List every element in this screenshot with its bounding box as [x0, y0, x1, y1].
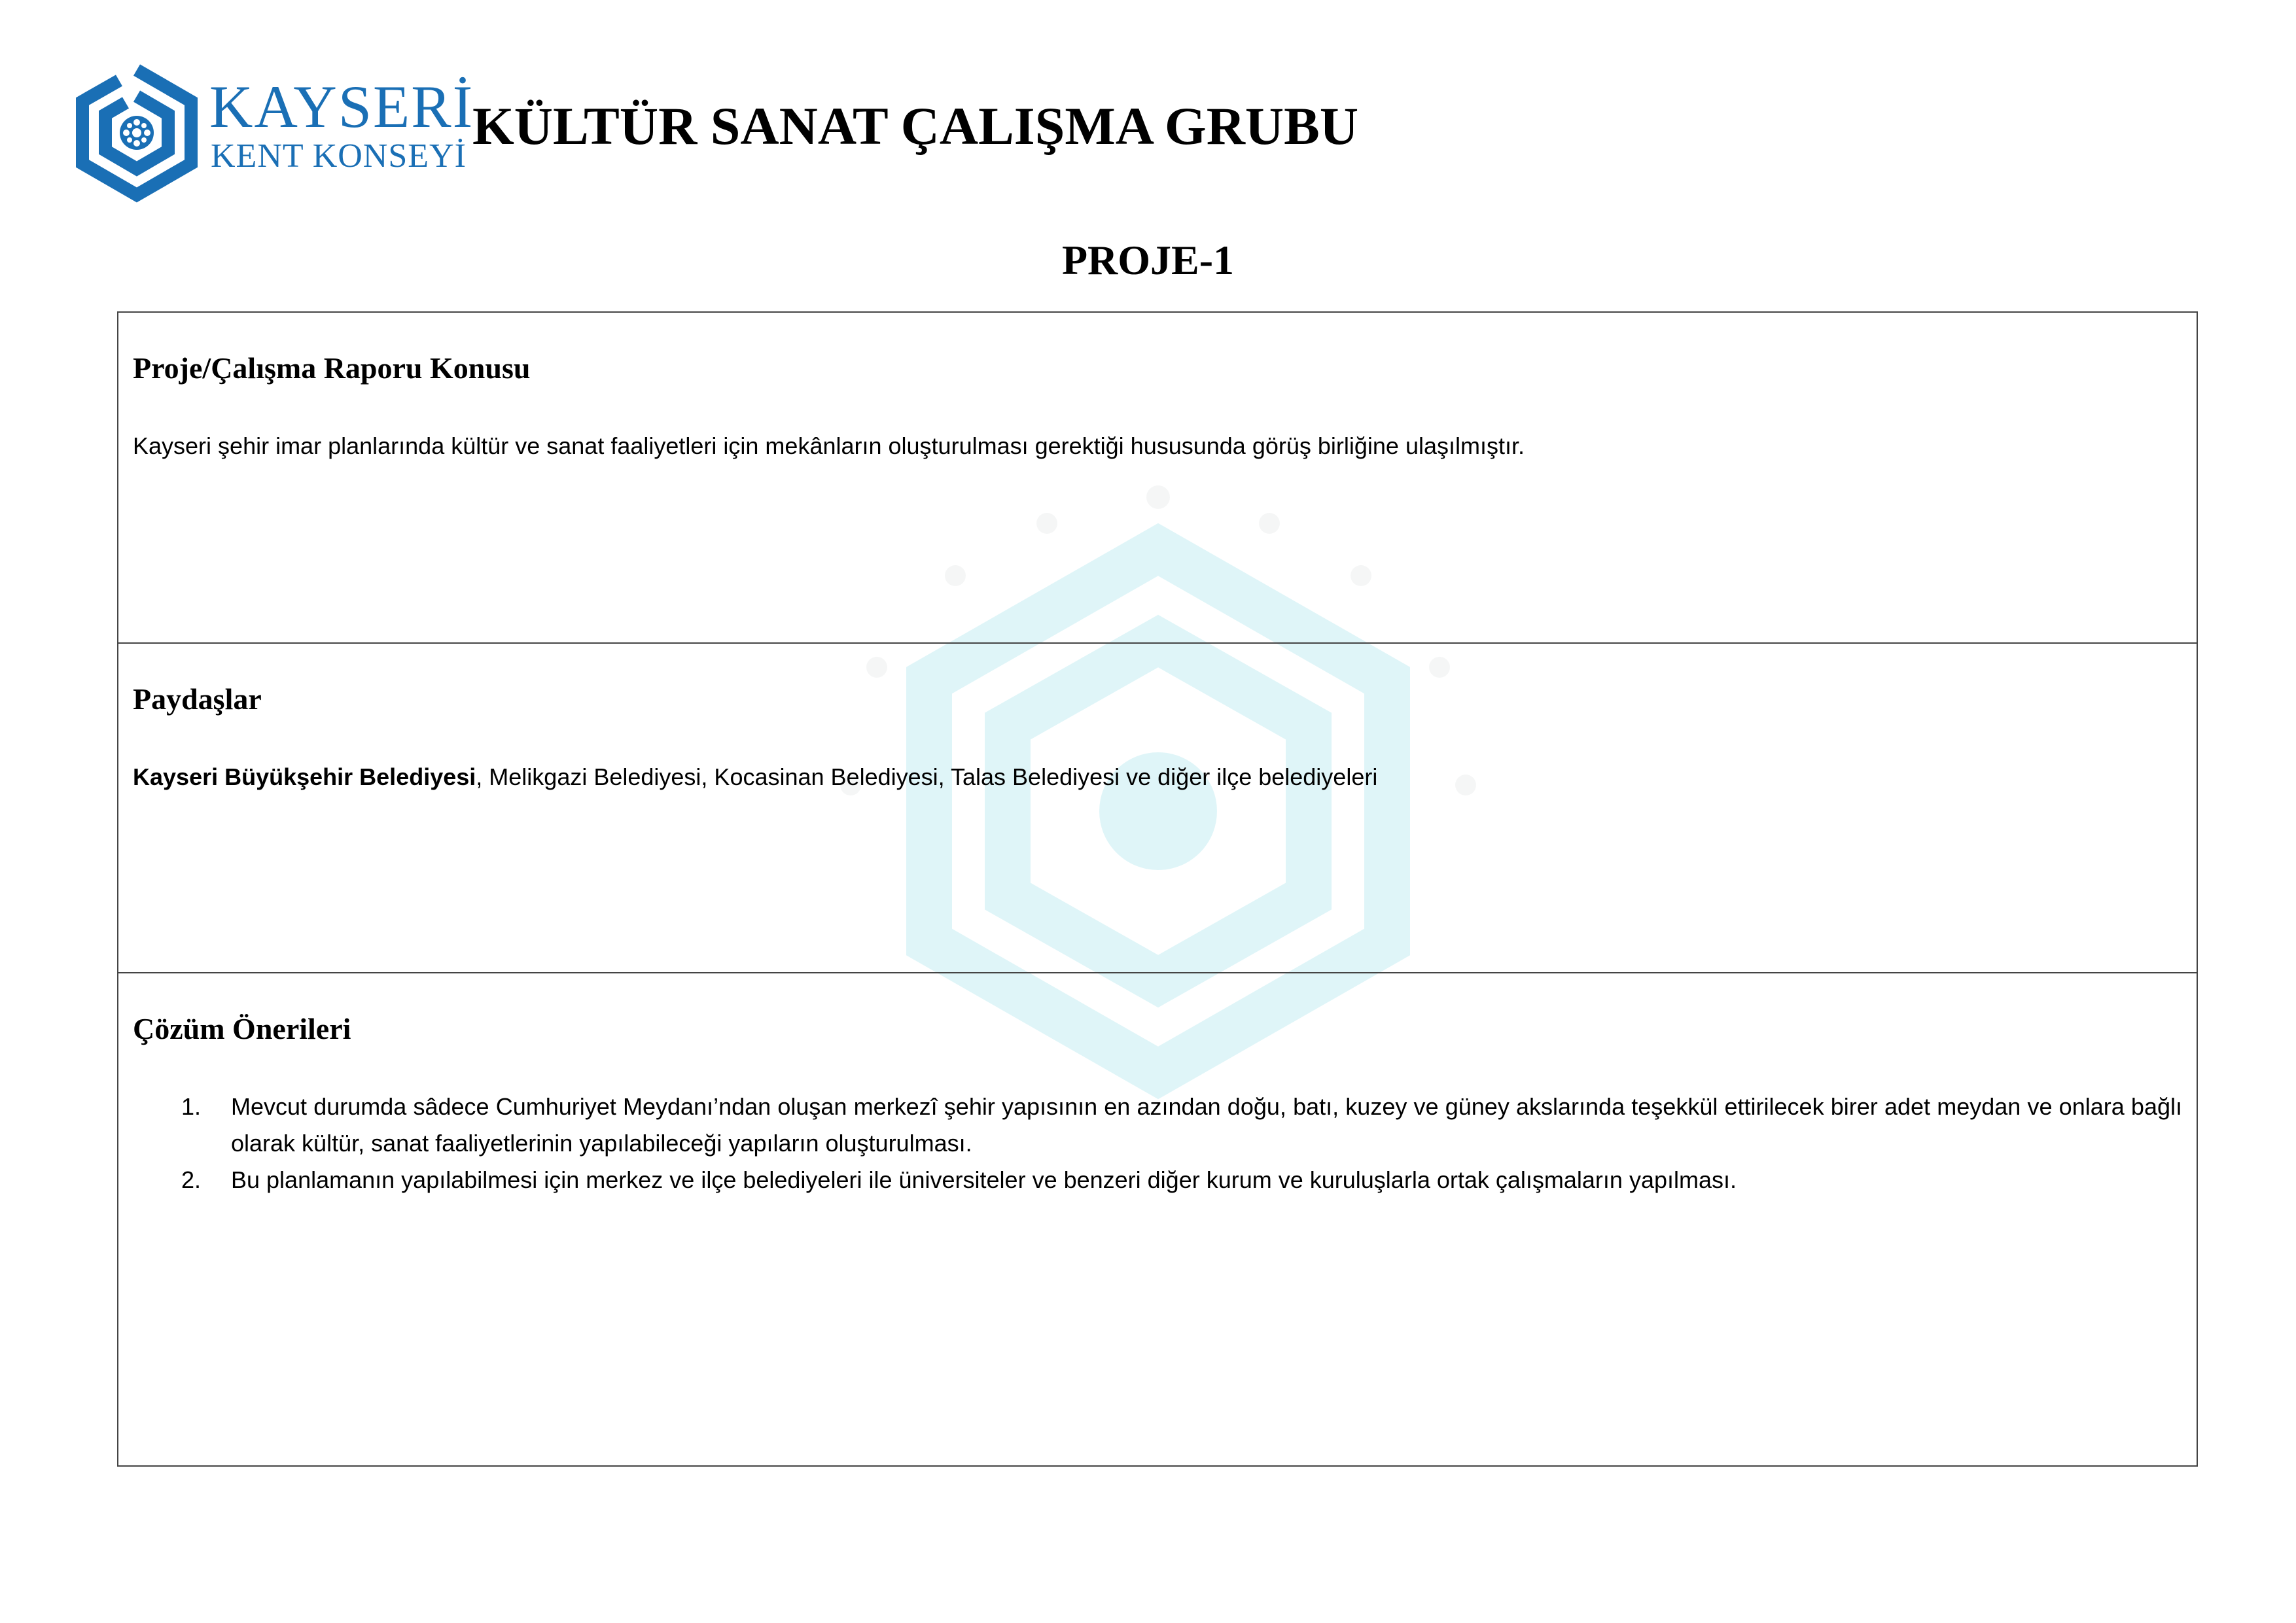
logo-text-council: KENT KONSEYİ: [211, 137, 467, 175]
logo-text-city: KAYSERİ: [209, 73, 474, 140]
list-item: [133, 1162, 2182, 1198]
list-item-text: Mevcut durumda sâdece Cumhuriyet Meydanı’ndan oluşan merkezî şehir yapısının en azından doğu, batı, kuzey ve güney akslarında teşekkül ettirilecek birer adet meydan ve onlara bağlı olarak kültür, sanat faaliyetlerinin yapılabileceği yapıların oluşturulması.: [231, 1093, 2182, 1157]
list-item: [133, 1089, 2182, 1162]
project-table: [117, 311, 2198, 1467]
page-title: KÜLTÜR SANAT ÇALIŞMA GRUBU: [472, 96, 1359, 156]
section-topic: [118, 313, 2197, 644]
kent-konseyi-logo: [73, 62, 474, 203]
list-item-number: 1.: [181, 1093, 202, 1120]
section-heading: Proje/Çalışma Raporu Konusu: [133, 351, 531, 385]
stakeholder-primary: Kayseri Büyükşehir Belediyesi: [133, 763, 476, 790]
list-item-text: Bu planlamanın yapılabilmesi için merkez ve ilçe belediyeleri ile üniversiteler ve benzeri diğer kurum ve kuruluşlarla ortak çalışmaların yapılması.: [231, 1166, 1737, 1193]
section-stakeholders: [118, 644, 2197, 973]
solution-list: [133, 1089, 2182, 1198]
section-heading: Paydaşlar: [133, 682, 262, 716]
section-heading: Çözüm Önerileri: [133, 1012, 351, 1045]
list-item-number: 2.: [181, 1166, 202, 1193]
project-number: PROJE-1: [1061, 237, 1235, 283]
section-body: Kayseri şehir imar planlarında kültür ve sanat faaliyetleri için mekânların oluşturulması gerektiği hususunda görüş birliğine ulaşılmıştır.: [133, 432, 1525, 459]
kayseri-kent-konseyi-logo-icon: [73, 62, 201, 203]
section-solutions: [118, 973, 2197, 1467]
section-body: [133, 759, 2182, 795]
stakeholder-others: , Melikgazi Belediyesi, Kocasinan Belediyesi, Talas Belediyesi ve diğer ilçe belediyeleri: [476, 763, 1378, 790]
